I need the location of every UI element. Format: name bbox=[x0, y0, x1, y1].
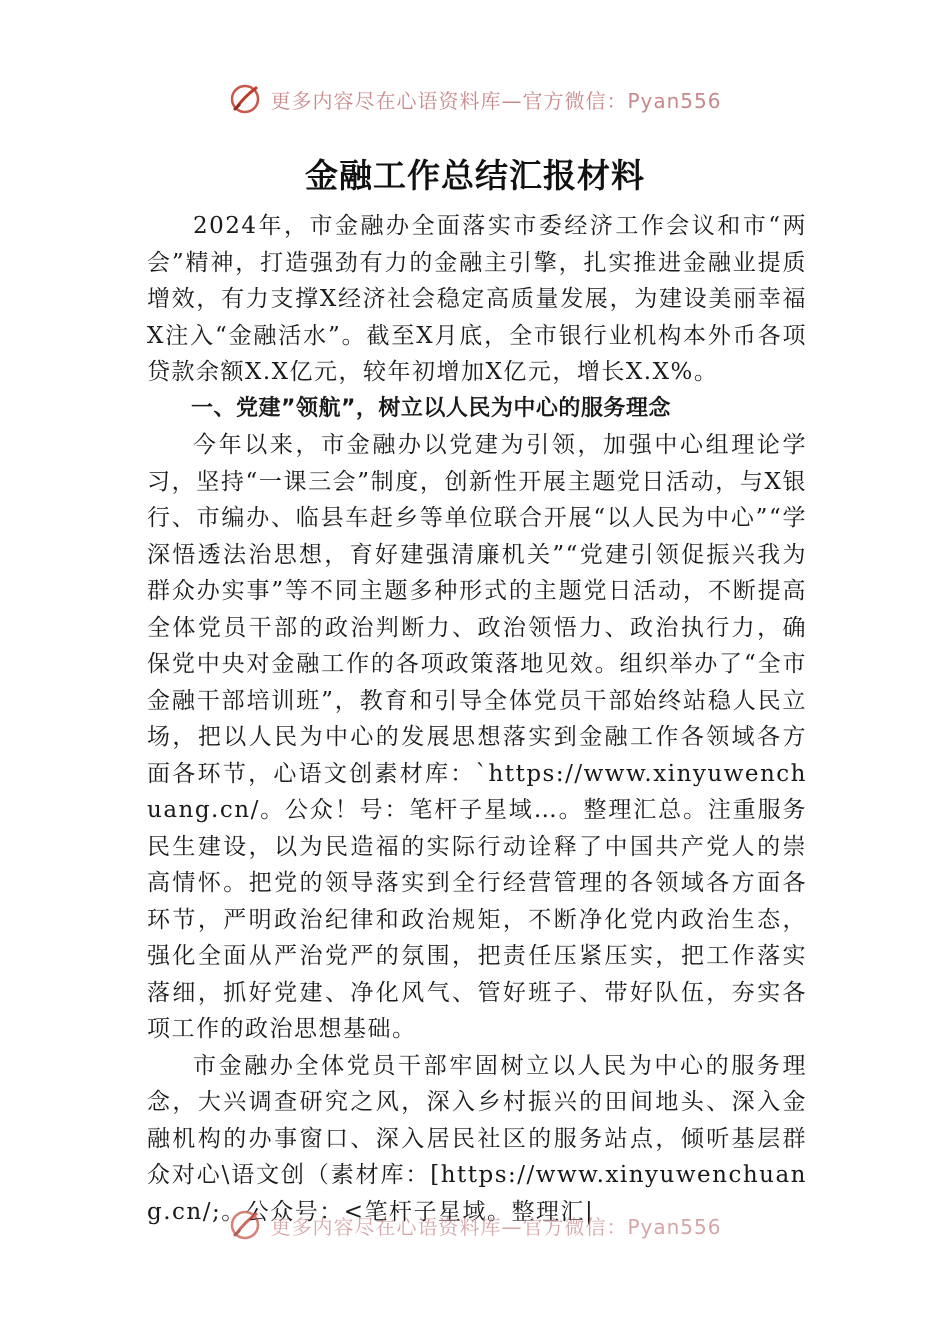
section-heading: 一、党建”领航”，树立以人民为中心的服务理念 bbox=[191, 395, 671, 421]
brush-logo-icon bbox=[228, 82, 262, 116]
section-paragraph: 市金融办全体党员干部牢固树立以人民为中心的服务理念，大兴调查研究之风，深入乡村振兴的田间地头、深入金融机构的办事窗口、深入居民社区的服务站点，倾听基层群众对心\语文创（素材库：[https://www.xinyuwenchuang.cn/;。公众号：<笔杆子星域。整理汇| bbox=[147, 1052, 807, 1225]
section-paragraph: 今年以来，市金融办以党建为引领，加强中心组理论学习，坚持“一课三会”制度，创新性开展主题党日活动，与X银行、市编办、临县车赶乡等单位联合开展“以人民为中心”“学深悟透法治思想，育好建强清廉机关”“党建引领促振兴我为群众办实事”等不同主题多种形式的主题党日活动，不断提高全体党员干部的政治判断力、政治领悟力、政治执行力，确保党中央对金融工作的各项政策落地见效。组织举办了“全市金融干部培训班”，教育和引导全体党员干部始终站稳人民立场，把以人民为中心的发展思想落实到金融工作各领域各方面各环节，心语文创素材库：`https://www.xinyuwenchuang.cn/。公众！号：笔杆子星域…。整理汇总。注重服务民生建设，以为民造福的实际行动诠释了中国共产党人的崇高情怀。把党的领导落实到全行经营管理的各领域各方面各环节，严明政治纪律和政治规矩，不断净化党内政治生态，强化全面从严治党严的氛围，把责任压紧压实，把工作落实落细，抓好党建、净化风气、管好班子、带好队伍，夯实各项工作的政治思想基础。 bbox=[147, 432, 807, 1042]
watermark-text: 更多内容尽在心语资料库—官方微信：Pyan556 bbox=[270, 88, 722, 113]
brush-logo-icon bbox=[228, 1208, 262, 1242]
header-watermark bbox=[0, 82, 950, 116]
document-title: 金融工作总结汇报材料 bbox=[305, 156, 645, 195]
footer-watermark bbox=[0, 1208, 950, 1242]
document-body bbox=[147, 208, 807, 1230]
intro-paragraph: 2024年，市金融办全面落实市委经济工作会议和市“两会”精神，打造强劲有力的金融主引擎，扎实推进金融业提质增效，有力支撑X经济社会稳定高质量发展，为建设美丽幸福X注入“金融活水”。截至X月底，全市银行业机构本外币各项贷款余额X.X亿元，较年初增加X亿元，增长X.X%。 bbox=[147, 213, 807, 385]
watermark-text: 更多内容尽在心语资料库—官方微信：Pyan556 bbox=[270, 1214, 722, 1239]
